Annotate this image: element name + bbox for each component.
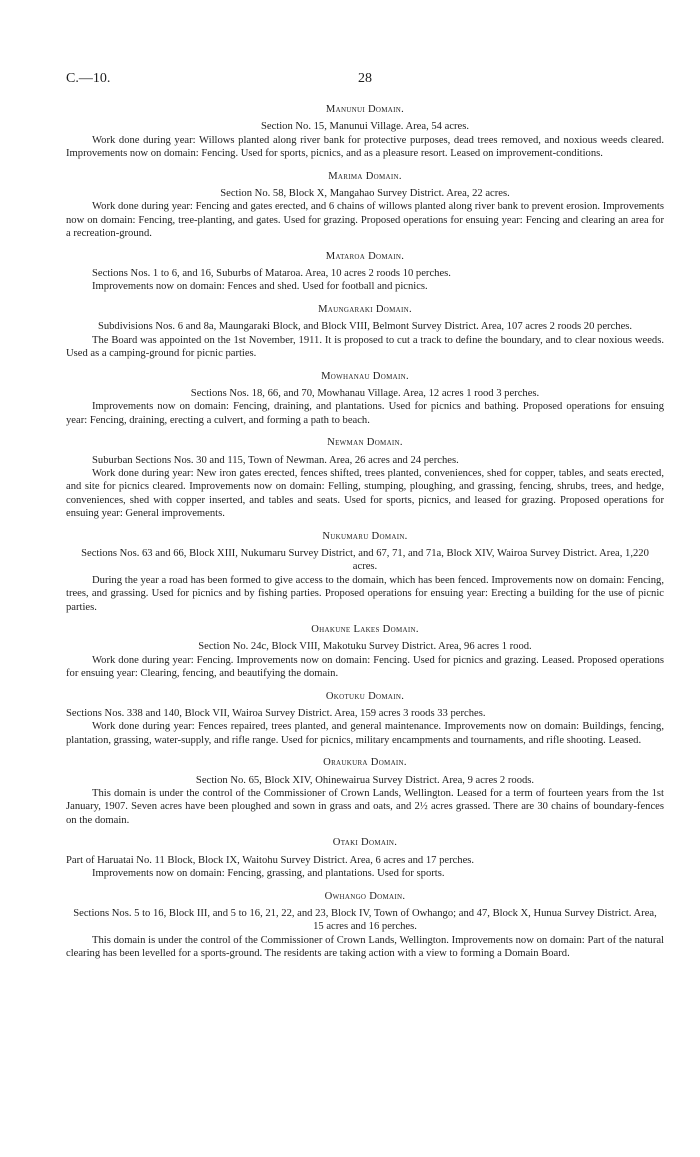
section-paragraph: Improvements now on domain: Fencing, grassing, and plantations. Used for sports. — [92, 868, 445, 880]
section-title: Otaki Domain. — [332, 837, 398, 849]
section-paragraph: The Board was appointed on the 1st November, 1911. It is proposed to cut a track to define the boundary, and to clear noxious weeds. Used as a camping-ground for picnic parties. — [66, 334, 664, 360]
section-title: Manunui Domain. — [325, 104, 405, 115]
section-title: Owhango Domain. — [324, 890, 406, 902]
section-title: Okotuku Domain. — [325, 690, 405, 702]
section-subtitle: Section No. 24c, Block VIII, Makotuku Survey District. Area, 96 acres 1 rood. — [198, 641, 532, 653]
section-subtitle: Sections Nos. 63 and 66, Block XIII, Nukumaru Survey District, and 67, 71, and 71a, Block XIV, Wairoa Survey District. Area, 1,220 acres. — [81, 547, 649, 573]
section-title: Maungaraki Domain. — [318, 303, 412, 315]
domain-section-otaki — [66, 836, 664, 880]
section-paragraph: During the year a road has been formed to give access to the domain, which has been fenced. Improvements now on domain: Fencing, trees, and grassing. Used for picnics and by fishing parties. Proposed operations for ensuing year: Erecting a building for the use of picnic parties. — [66, 574, 664, 613]
section-paragraph: Work done during year: Fencing and gates erected, and 6 chains of willows planted along river bank to prevent erosion. Improvements now on domain: Fencing, tree-planting, and gates. Used for grazing. Proposed operations for ensuing year: Fencing and clearing an area for a recreation-ground. — [66, 201, 664, 240]
section-paragraph: Improvements now on domain: Fences and shed. Used for football and picnics. — [92, 281, 428, 293]
page-header — [66, 72, 664, 88]
section-paragraph: Improvements now on domain: Fencing, draining, and plantations. Used for picnics and bathing. Proposed operations for ensuing year: Fencing, draining, erecting a culvert, and forming a path to beach. — [66, 401, 664, 426]
domain-section-newman — [66, 436, 664, 520]
section-subtitle: Section No. 15, Manunui Village. Area, 54 acres. — [260, 121, 470, 133]
section-subtitle: Section No. 65, Block XIV, Ohinewairua Survey District. Area, 9 acres 2 roods. — [195, 774, 535, 786]
section-subtitle: Sections Nos. 1 to 6, and 16, Suburbs of Mataroa. Area, 10 acres 2 roods 10 perches. — [92, 268, 451, 280]
section-subtitle: Part of Haruatai No. 11 Block, Block IX, Waitohu Survey District. Area, 6 acres and 17 perches. — [66, 854, 475, 866]
section-title: Oraukura Domain. — [323, 757, 407, 769]
section-paragraph: Work done during year: Fences repaired, trees planted, and general maintenance. Improvements now on domain: Buildings, fencing, plantation, grassing, water-supply, and rifle range. Used for picnics, military encampments and tournaments, and rifle shooting. Leased. — [66, 721, 664, 746]
domain-section-marima — [66, 170, 664, 241]
domain-section-oraukura — [66, 756, 664, 827]
section-paragraph: This domain is under the control of the Commissioner of Crown Lands, Wellington. Leased for a term of fourteen years from the 1st January, 1907. Seven acres have been ploughed and sown in grass and oats, and 2½ acres grassed. There are 30 chains of boundary-fences on the domain. — [66, 788, 664, 826]
domain-section-nukumaru — [66, 530, 664, 614]
section-paragraph: This domain is under the control of the Commissioner of Crown Lands, Wellington. Improvements now on domain: Part of the natural clearing has been levelled for a sports-ground. The residents are taking action with a view to forming a Domain Board. — [66, 934, 664, 960]
section-paragraph: Work done during year: New iron gates erected, fences shifted, trees planted, conveniences, shed for copper, tables, and seats erected, and site for picnics cleared. Improvements now on domain: Felling, stumping, ploughing, and grassing, fencing, shrubs, trees, and hedge, conveniences, shed with copper inserted, and tables and seats. Used for sports, picnics, and leased for grazing. Proposed operations for ensuing year: General improvements. — [66, 467, 664, 520]
domain-section-manunui — [66, 103, 664, 161]
section-title: Ohakune Lakes Domain. — [311, 624, 419, 635]
section-subtitle: Suburban Sections Nos. 30 and 115, Town of Newman. Area, 26 acres and 24 perches. — [92, 454, 459, 466]
page-content — [66, 103, 664, 970]
domain-section-owhango — [66, 890, 664, 961]
section-paragraph: Work done during year: Willows planted along river bank for protective purposes, dead trees removed, and noxious weeds cleared. Improvements now on domain: Fencing. Used for sports, picnics, and as a pleasure resort. Leased on improvement-conditions. — [66, 134, 664, 160]
section-subtitle: Subdivisions Nos. 6 and 8a, Maungaraki Block, and Block VIII, Belmont Survey District. Area, 107 acres 2 roods 20 perches. — [97, 321, 633, 333]
section-subtitle: Section No. 58, Block X, Mangahao Survey District. Area, 22 acres. — [220, 188, 510, 200]
domain-section-mataroa — [66, 250, 664, 294]
section-paragraph: Work done during year: Fencing. Improvements now on domain: Fencing. Used for picnics and grazing. Leased. Proposed operations for ensuing year: Clearing, fencing, and beautifying the domain. — [66, 654, 664, 680]
section-title: Newman Domain. — [327, 437, 403, 449]
section-subtitle: Sections Nos. 5 to 16, Block III, and 5 to 16, 21, 22, and 23, Block IV, Town of Owhango; and 47, Block X, Hunua Survey District. Area, 15 acres and 16 perches. — [73, 907, 657, 933]
domain-section-okotuku — [66, 690, 664, 748]
page-number: 28 — [358, 71, 372, 86]
domain-section-maungaraki — [66, 303, 664, 361]
section-title: Nukumaru Domain. — [322, 530, 408, 542]
report-code: C.—10. — [66, 71, 111, 86]
section-subtitle: Sections Nos. 338 and 140, Block VII, Wairoa Survey District. Area, 159 acres 3 roods 33 perches. — [66, 708, 486, 720]
domain-section-mowhanau — [66, 370, 664, 428]
domain-section-ohakune-lakes — [66, 623, 664, 681]
section-title: Mataroa Domain. — [325, 250, 405, 262]
section-subtitle: Sections Nos. 18, 66, and 70, Mowhanau Village. Area, 12 acres 1 rood 3 perches. — [190, 387, 540, 399]
section-title: Mowhanau Domain. — [321, 370, 409, 382]
section-title: Marima Domain. — [328, 170, 402, 182]
